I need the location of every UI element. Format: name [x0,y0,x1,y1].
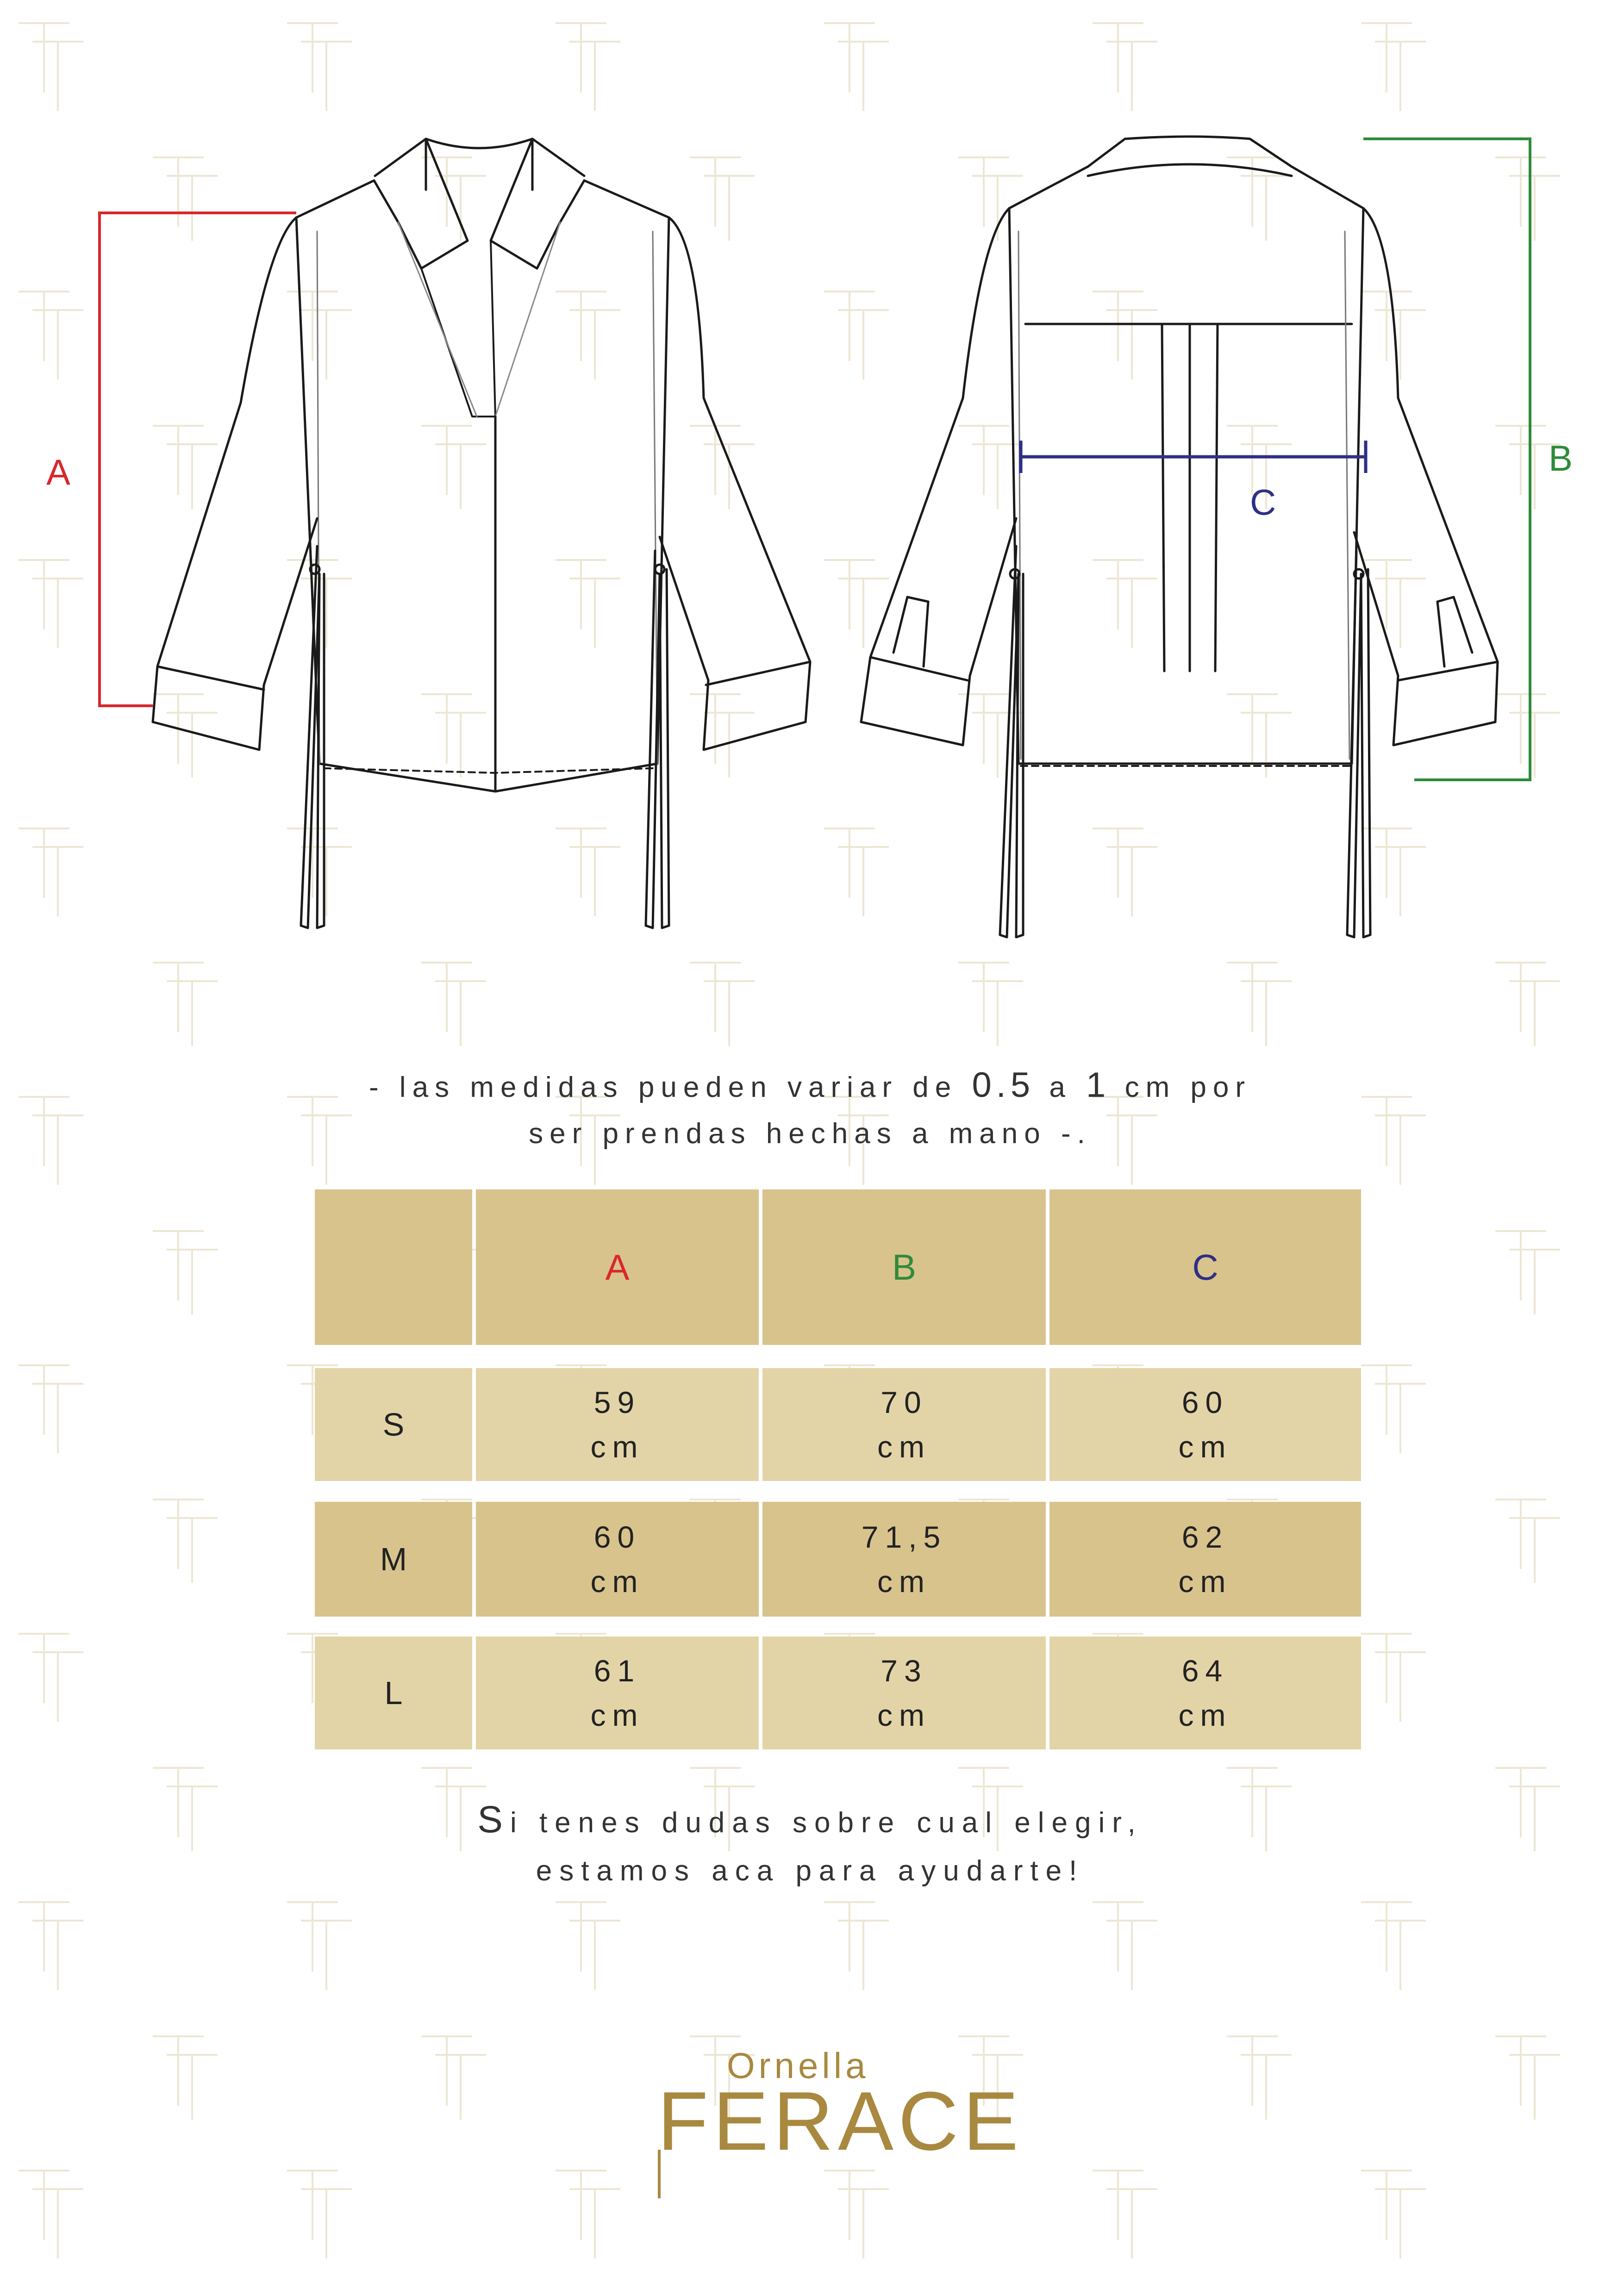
measurement-variance-note [259,1062,1361,1157]
help-line-1: Si tenes dudas sobre cual elegir, [477,1798,1143,1841]
brand-line-1: Ornella [727,2045,869,2086]
value-cell: 59 cm [476,1368,759,1481]
brand-line-2: FERACE [657,2075,1024,2168]
value-cell: 60 cm [1049,1368,1361,1481]
value-cell: 62 cm [1049,1502,1361,1617]
value-cell: 70 cm [762,1368,1046,1481]
dimension-b-bracket [1363,139,1530,780]
table-row [315,1368,1361,1481]
table-row [315,1636,1361,1749]
brand-logo [657,2045,1024,2212]
dimension-a-label: A [46,452,71,492]
size-cell: M [315,1502,472,1617]
table-row [315,1502,1361,1617]
value-cell: 60 cm [476,1502,759,1617]
back-view-shirt [861,137,1498,937]
dimension-c-line [1021,441,1366,473]
dimension-c-label: C [1250,482,1276,523]
table-header-row [315,1189,1361,1345]
garment-technical-drawing [0,0,1624,995]
header-cell-c: C [1049,1189,1361,1345]
front-view-shirt [153,139,810,928]
size-cell: L [315,1636,472,1749]
note-line-1: - las medidas pueden variar de 0.5 a 1 cm por [369,1065,1252,1105]
dimension-a-bracket [100,213,296,706]
value-cell: 64 cm [1049,1636,1361,1749]
value-cell: 71,5 cm [762,1502,1046,1617]
note-line-2: ser prendas hechas a mano -. [529,1118,1092,1150]
dimension-b-label: B [1549,438,1573,479]
header-cell-b: B [762,1189,1046,1345]
value-cell: 61 cm [476,1636,759,1749]
header-cell-empty [315,1189,472,1345]
value-cell: 73 cm [762,1636,1046,1749]
header-cell-a: A [476,1189,759,1345]
help-line-2: estamos aca para ayudarte! [536,1855,1085,1887]
help-message [352,1796,1268,1895]
size-cell: S [315,1368,472,1481]
